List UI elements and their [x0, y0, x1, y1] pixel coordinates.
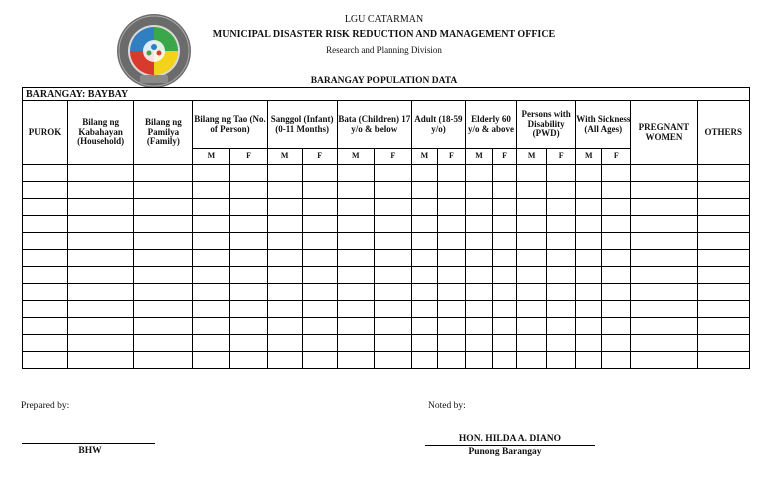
- table-cell[interactable]: [602, 301, 631, 318]
- table-cell[interactable]: [437, 165, 465, 182]
- table-cell[interactable]: [23, 216, 68, 233]
- table-cell[interactable]: [576, 199, 602, 216]
- table-cell[interactable]: [23, 335, 68, 352]
- table-cell[interactable]: [267, 233, 302, 250]
- table-cell[interactable]: [437, 301, 465, 318]
- sex-subheader-male: M: [576, 149, 602, 165]
- table-cell[interactable]: [466, 318, 493, 335]
- lgu-name: LGU CATARMAN: [344, 14, 424, 25]
- table-cell[interactable]: [23, 250, 68, 267]
- table-cell[interactable]: [466, 233, 493, 250]
- table-cell[interactable]: [230, 165, 267, 182]
- table-cell[interactable]: [374, 284, 411, 301]
- table-row: [23, 233, 750, 250]
- table-cell[interactable]: [230, 216, 267, 233]
- table-cell[interactable]: [602, 267, 631, 284]
- table-row: [23, 165, 750, 182]
- table-cell[interactable]: [631, 301, 697, 318]
- table-cell[interactable]: [302, 250, 337, 267]
- table-cell[interactable]: [493, 267, 517, 284]
- column-header: Adult (18-59 y/o): [411, 101, 465, 149]
- table-cell[interactable]: [576, 335, 602, 352]
- table-cell[interactable]: [517, 284, 547, 301]
- sex-subheader-male: M: [466, 149, 493, 165]
- table-cell[interactable]: [493, 182, 517, 199]
- table-row: [23, 284, 750, 301]
- table-cell[interactable]: [547, 335, 576, 352]
- table-cell[interactable]: [547, 250, 576, 267]
- table-cell[interactable]: [697, 267, 749, 284]
- table-cell[interactable]: [547, 216, 576, 233]
- table-cell[interactable]: [466, 301, 493, 318]
- sex-subheader-male: M: [517, 149, 547, 165]
- table-row: [23, 216, 750, 233]
- table-cell[interactable]: [23, 267, 68, 284]
- table-cell[interactable]: [68, 267, 134, 284]
- table-cell[interactable]: [602, 165, 631, 182]
- table-cell[interactable]: [437, 284, 465, 301]
- table-cell[interactable]: [602, 352, 631, 369]
- table-cell[interactable]: [337, 199, 374, 216]
- sex-subheader-female: F: [437, 149, 465, 165]
- table-cell[interactable]: [374, 165, 411, 182]
- table-cell[interactable]: [134, 250, 193, 267]
- population-data-table: [22, 87, 750, 369]
- table-cell[interactable]: [302, 335, 337, 352]
- table-cell[interactable]: [23, 301, 68, 318]
- table-cell[interactable]: [697, 318, 749, 335]
- table-cell[interactable]: [374, 233, 411, 250]
- table-cell[interactable]: [374, 250, 411, 267]
- table-cell[interactable]: [23, 182, 68, 199]
- table-row: [23, 318, 750, 335]
- table-row: [23, 199, 750, 216]
- table-cell[interactable]: [193, 335, 230, 352]
- table-cell[interactable]: [547, 284, 576, 301]
- table-cell[interactable]: [437, 233, 465, 250]
- table-cell[interactable]: [68, 199, 134, 216]
- table-cell[interactable]: [68, 250, 134, 267]
- table-cell[interactable]: [337, 233, 374, 250]
- table-row: [23, 267, 750, 284]
- table-cell[interactable]: [493, 165, 517, 182]
- table-cell[interactable]: [697, 182, 749, 199]
- table-cell[interactable]: [631, 318, 697, 335]
- table-cell[interactable]: [23, 165, 68, 182]
- column-header: Elderly 60 y/o & above: [466, 101, 517, 149]
- sex-subheader-male: M: [411, 149, 437, 165]
- sex-subheader-female: F: [493, 149, 517, 165]
- table-cell[interactable]: [547, 267, 576, 284]
- table-cell[interactable]: [134, 199, 193, 216]
- table-cell[interactable]: [697, 233, 749, 250]
- table-cell[interactable]: [576, 182, 602, 199]
- table-cell[interactable]: [517, 250, 547, 267]
- table-cell[interactable]: [134, 165, 193, 182]
- table-cell[interactable]: [302, 284, 337, 301]
- table-cell[interactable]: [267, 216, 302, 233]
- division-name: Research and Planning Division: [326, 45, 442, 55]
- table-cell[interactable]: [547, 182, 576, 199]
- table-cell[interactable]: [437, 250, 465, 267]
- table-cell[interactable]: [466, 250, 493, 267]
- prepared-by-label: Prepared by:: [21, 401, 70, 411]
- table-cell[interactable]: [631, 267, 697, 284]
- table-cell[interactable]: [602, 216, 631, 233]
- table-cell[interactable]: [134, 267, 193, 284]
- table-cell[interactable]: [302, 199, 337, 216]
- table-cell[interactable]: [230, 301, 267, 318]
- table-cell[interactable]: [302, 233, 337, 250]
- table-cell[interactable]: [411, 216, 437, 233]
- table-cell[interactable]: [547, 301, 576, 318]
- table-cell[interactable]: [437, 182, 465, 199]
- table-cell[interactable]: [466, 216, 493, 233]
- sex-subheader-female: F: [230, 149, 267, 165]
- table-cell[interactable]: [493, 352, 517, 369]
- prepared-position: BHW: [78, 446, 102, 456]
- table-cell[interactable]: [493, 335, 517, 352]
- table-cell[interactable]: [337, 216, 374, 233]
- table-cell[interactable]: [493, 284, 517, 301]
- table-cell[interactable]: [302, 182, 337, 199]
- table-cell[interactable]: [493, 250, 517, 267]
- table-cell[interactable]: [193, 199, 230, 216]
- sex-subheader-male: M: [337, 149, 374, 165]
- table-cell[interactable]: [134, 318, 193, 335]
- table-cell[interactable]: [68, 165, 134, 182]
- table-cell[interactable]: [517, 216, 547, 233]
- table-cell[interactable]: [134, 216, 193, 233]
- column-header: Bata (Children) 17 y/o & below: [337, 101, 411, 149]
- table-cell[interactable]: [374, 352, 411, 369]
- table-cell[interactable]: [547, 233, 576, 250]
- table-cell[interactable]: [547, 352, 576, 369]
- table-cell[interactable]: [267, 165, 302, 182]
- table-cell[interactable]: [68, 233, 134, 250]
- table-cell[interactable]: [631, 165, 697, 182]
- table-cell[interactable]: [517, 182, 547, 199]
- table-cell[interactable]: [437, 199, 465, 216]
- table-cell[interactable]: [267, 318, 302, 335]
- table-row: [23, 352, 750, 369]
- table-cell[interactable]: [193, 182, 230, 199]
- table-cell[interactable]: [193, 216, 230, 233]
- table-cell[interactable]: [230, 250, 267, 267]
- table-cell[interactable]: [302, 301, 337, 318]
- table-cell[interactable]: [437, 352, 465, 369]
- table-cell[interactable]: [517, 318, 547, 335]
- table-cell[interactable]: [337, 165, 374, 182]
- table-cell[interactable]: [337, 352, 374, 369]
- table-cell[interactable]: [374, 335, 411, 352]
- table-cell[interactable]: [230, 335, 267, 352]
- table-cell[interactable]: [411, 233, 437, 250]
- table-cell[interactable]: [193, 250, 230, 267]
- table-cell[interactable]: [68, 182, 134, 199]
- table-row: [23, 182, 750, 199]
- table-cell[interactable]: [267, 352, 302, 369]
- table-cell[interactable]: [337, 284, 374, 301]
- table-cell[interactable]: [134, 352, 193, 369]
- table-cell[interactable]: [602, 284, 631, 301]
- table-cell[interactable]: [547, 165, 576, 182]
- table-cell[interactable]: [68, 301, 134, 318]
- table-cell[interactable]: [134, 182, 193, 199]
- table-row: [23, 335, 750, 352]
- table-cell[interactable]: [517, 233, 547, 250]
- barangay-label: BARANGAY: BAYBAY: [23, 88, 750, 101]
- column-header: Persons with Disability (PWD): [517, 101, 576, 149]
- table-cell[interactable]: [697, 284, 749, 301]
- column-header: PREGNANT WOMEN: [631, 101, 697, 165]
- table-cell[interactable]: [576, 284, 602, 301]
- table-cell[interactable]: [337, 335, 374, 352]
- sex-subheader-female: F: [374, 149, 411, 165]
- noted-signatory-name: HON. HILDA A. DIANO: [425, 434, 595, 446]
- table-cell[interactable]: [193, 301, 230, 318]
- table-cell[interactable]: [68, 284, 134, 301]
- table-cell[interactable]: [267, 301, 302, 318]
- table-cell[interactable]: [697, 250, 749, 267]
- table-cell[interactable]: [23, 318, 68, 335]
- table-cell[interactable]: [576, 250, 602, 267]
- table-cell[interactable]: [230, 284, 267, 301]
- table-cell[interactable]: [267, 199, 302, 216]
- table-cell[interactable]: [466, 352, 493, 369]
- table-cell[interactable]: [230, 318, 267, 335]
- table-cell[interactable]: [134, 284, 193, 301]
- table-cell[interactable]: [230, 182, 267, 199]
- table-cell[interactable]: [411, 182, 437, 199]
- table-cell[interactable]: [517, 199, 547, 216]
- form-title: BARANGAY POPULATION DATA: [310, 76, 458, 86]
- table-cell[interactable]: [493, 318, 517, 335]
- table-cell[interactable]: [302, 267, 337, 284]
- table-cell[interactable]: [374, 318, 411, 335]
- table-cell[interactable]: [411, 335, 437, 352]
- table-cell[interactable]: [230, 267, 267, 284]
- table-cell[interactable]: [374, 267, 411, 284]
- table-cell[interactable]: [576, 352, 602, 369]
- prepared-signature-line: [22, 443, 155, 444]
- table-cell[interactable]: [576, 216, 602, 233]
- table-cell[interactable]: [697, 301, 749, 318]
- column-header: PUROK: [23, 101, 68, 165]
- column-header: With Sickness (All Ages): [576, 101, 631, 149]
- table-cell[interactable]: [437, 318, 465, 335]
- table-cell[interactable]: [631, 284, 697, 301]
- column-header: Bilang ng Kabahayan (Household): [68, 101, 134, 165]
- table-cell[interactable]: [517, 267, 547, 284]
- table-cell[interactable]: [517, 352, 547, 369]
- table-cell[interactable]: [547, 318, 576, 335]
- table-cell[interactable]: [267, 267, 302, 284]
- table-cell[interactable]: [302, 216, 337, 233]
- sex-subheader-male: M: [267, 149, 302, 165]
- table-cell[interactable]: [517, 301, 547, 318]
- table-cell[interactable]: [374, 199, 411, 216]
- table-cell[interactable]: [267, 182, 302, 199]
- table-cell[interactable]: [134, 335, 193, 352]
- noted-position: Punong Barangay: [468, 447, 542, 457]
- table-cell[interactable]: [267, 335, 302, 352]
- table-cell[interactable]: [493, 216, 517, 233]
- table-cell[interactable]: [697, 165, 749, 182]
- table-cell[interactable]: [517, 335, 547, 352]
- table-cell[interactable]: [631, 199, 697, 216]
- table-cell[interactable]: [68, 318, 134, 335]
- table-cell[interactable]: [411, 318, 437, 335]
- office-name: MUNICIPAL DISASTER RISK REDUCTION AND MANAGEMENT OFFICE: [212, 29, 556, 40]
- table-cell[interactable]: [602, 318, 631, 335]
- table-cell[interactable]: [302, 318, 337, 335]
- column-header: Sanggol (Infant) (0-11 Months): [267, 101, 337, 149]
- table-cell[interactable]: [374, 301, 411, 318]
- table-cell[interactable]: [493, 233, 517, 250]
- table-cell[interactable]: [602, 250, 631, 267]
- column-header: OTHERS: [697, 101, 749, 165]
- table-cell[interactable]: [631, 335, 697, 352]
- table-cell[interactable]: [267, 250, 302, 267]
- table-cell[interactable]: [576, 233, 602, 250]
- table-cell[interactable]: [23, 352, 68, 369]
- table-cell[interactable]: [466, 335, 493, 352]
- table-cell[interactable]: [602, 199, 631, 216]
- table-cell[interactable]: [466, 284, 493, 301]
- table-cell[interactable]: [134, 301, 193, 318]
- table-cell[interactable]: [697, 216, 749, 233]
- table-cell[interactable]: [411, 352, 437, 369]
- table-cell[interactable]: [576, 165, 602, 182]
- table-cell[interactable]: [493, 301, 517, 318]
- table-cell[interactable]: [337, 318, 374, 335]
- table-cell[interactable]: [302, 165, 337, 182]
- table-cell[interactable]: [517, 165, 547, 182]
- table-cell[interactable]: [466, 182, 493, 199]
- noted-by-label: Noted by:: [428, 401, 466, 411]
- table-cell[interactable]: [466, 267, 493, 284]
- table-cell[interactable]: [602, 233, 631, 250]
- table-cell[interactable]: [193, 284, 230, 301]
- sex-subheader-female: F: [547, 149, 576, 165]
- table-cell[interactable]: [437, 267, 465, 284]
- table-cell[interactable]: [493, 199, 517, 216]
- table-cell[interactable]: [230, 199, 267, 216]
- table-cell[interactable]: [230, 233, 267, 250]
- table-cell[interactable]: [374, 182, 411, 199]
- table-cell[interactable]: [602, 182, 631, 199]
- table-cell[interactable]: [337, 301, 374, 318]
- table-cell[interactable]: [411, 250, 437, 267]
- table-cell[interactable]: [576, 267, 602, 284]
- table-cell[interactable]: [697, 199, 749, 216]
- column-header: Bilang ng Tao (No. of Person): [193, 101, 267, 149]
- table-cell[interactable]: [68, 352, 134, 369]
- table-cell[interactable]: [411, 284, 437, 301]
- table-cell[interactable]: [697, 352, 749, 369]
- table-cell[interactable]: [576, 318, 602, 335]
- table-cell[interactable]: [337, 182, 374, 199]
- table-cell[interactable]: [631, 216, 697, 233]
- table-cell[interactable]: [631, 233, 697, 250]
- table-cell[interactable]: [437, 216, 465, 233]
- table-cell[interactable]: [193, 233, 230, 250]
- table-cell[interactable]: [631, 182, 697, 199]
- table-cell[interactable]: [193, 318, 230, 335]
- sex-subheader-female: F: [602, 149, 631, 165]
- table-cell[interactable]: [411, 267, 437, 284]
- table-cell[interactable]: [230, 352, 267, 369]
- table-cell[interactable]: [23, 199, 68, 216]
- table-cell[interactable]: [411, 199, 437, 216]
- table-cell[interactable]: [631, 352, 697, 369]
- table-cell[interactable]: [547, 199, 576, 216]
- table-cell[interactable]: [23, 233, 68, 250]
- table-cell[interactable]: [193, 267, 230, 284]
- table-cell[interactable]: [602, 335, 631, 352]
- table-cell[interactable]: [374, 216, 411, 233]
- sex-subheader-male: M: [193, 149, 230, 165]
- table-cell[interactable]: [466, 165, 493, 182]
- table-cell[interactable]: [267, 284, 302, 301]
- table-cell[interactable]: [576, 301, 602, 318]
- table-cell[interactable]: [411, 301, 437, 318]
- table-cell[interactable]: [437, 335, 465, 352]
- table-cell[interactable]: [302, 352, 337, 369]
- table-cell[interactable]: [193, 165, 230, 182]
- table-cell[interactable]: [466, 199, 493, 216]
- table-cell[interactable]: [411, 165, 437, 182]
- table-cell[interactable]: [631, 250, 697, 267]
- table-cell[interactable]: [68, 335, 134, 352]
- table-cell[interactable]: [23, 284, 68, 301]
- table-cell[interactable]: [134, 233, 193, 250]
- table-cell[interactable]: [697, 335, 749, 352]
- table-row: [23, 301, 750, 318]
- table-cell[interactable]: [337, 267, 374, 284]
- table-row: [23, 250, 750, 267]
- table-cell[interactable]: [337, 250, 374, 267]
- column-header: Bilang ng Pamilya (Family): [134, 101, 193, 165]
- sex-subheader-female: F: [302, 149, 337, 165]
- table-cell[interactable]: [193, 352, 230, 369]
- table-cell[interactable]: [68, 216, 134, 233]
